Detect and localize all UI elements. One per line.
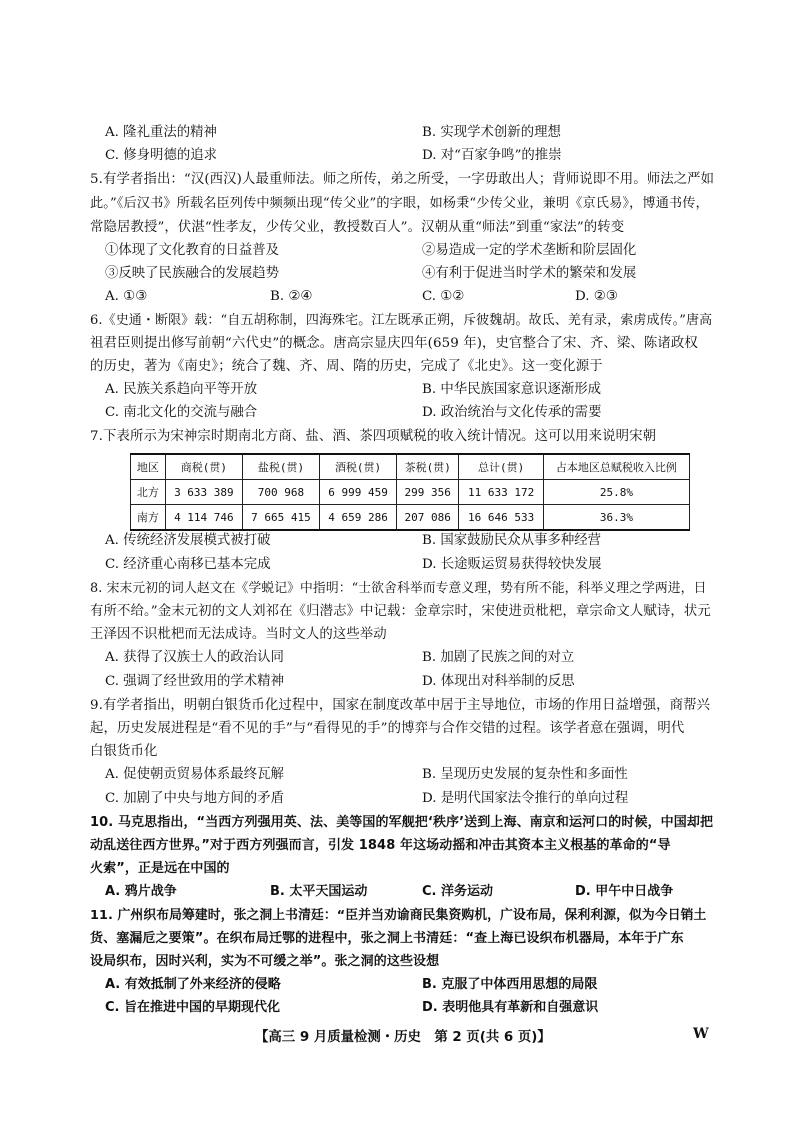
table-cell: 36.3% <box>543 505 689 531</box>
q11-stem-line-1: 11. 广州织布局筹建时，张之洞上书清廷：“臣并当劝谕商民集资购机，广设布局，保利利源，似为今日销土 <box>90 908 707 923</box>
q5-item-3: ③反映了民族融合的发展趋势 <box>105 266 280 281</box>
table-cell: 6 999 459 <box>320 480 397 505</box>
q11-option-d: D. 表明他具有革新和自强意识 <box>422 1000 599 1015</box>
q11-option-b: B. 克服了中体西用思想的局限 <box>422 977 598 992</box>
q5-item-1: ①体现了文化教育的日益普及 <box>105 243 280 258</box>
q10-stem-line-3: 火索”，正是远在中国的 <box>90 861 230 876</box>
table-cell: 4 659 286 <box>320 505 397 531</box>
q7-option-c: C. 经济重心南移已基本完成 <box>105 557 271 572</box>
table-row <box>131 505 690 531</box>
q6-option-b: B. 中华民族国家意识逐渐形成 <box>422 382 602 397</box>
q11-option-c: C. 旨在推进中国的早期现代化 <box>105 1000 281 1015</box>
q9-stem-line-3: 白银货币化 <box>90 744 158 759</box>
table-header-cell: 茶税(贯) <box>397 454 459 480</box>
q5-option-a: A. ①③ <box>105 289 148 304</box>
q5-stem-line-2: 此。”《后汉书》所载名臣列传中频频出现“传父业”的字眼，如杨秉“少传父业，兼明《京氏易》，博通书传， <box>90 196 709 211</box>
table-header-cell: 占本地区总赋税收入比例 <box>543 454 689 480</box>
q10-option-c: C. 洋务运动 <box>422 884 494 899</box>
table-cell: 7 665 415 <box>242 505 319 531</box>
q8-option-b: B. 加剧了民族之间的对立 <box>422 650 575 665</box>
table-cell: 16 646 533 <box>459 505 544 531</box>
table-cell: 25.8% <box>543 480 689 505</box>
page-footer: 【高三 9 月质量检测・历史 第 2 页(共 6 页)】 <box>255 1030 551 1045</box>
q7-option-a: A. 传统经济发展模式被打破 <box>105 533 271 548</box>
q4-option-d: D. 对“百家争鸣”的推崇 <box>422 148 562 163</box>
q5-stem-line-3: 常隐居教授”，伏湛“性孝友，少传父业，教授数百人”。汉朝从重“师法”到重“家法”的转变 <box>90 220 625 235</box>
q10-stem-line-2: 动乱送往西方世界。”对于西方列强而言，引发 1848 年这场动摇和冲击其资本主义根基的革命的“导 <box>90 838 671 853</box>
q9-option-c: C. 加剧了中央与地方间的矛盾 <box>105 791 284 806</box>
table-row <box>131 480 690 505</box>
q7-option-d: D. 长途贩运贸易获得较快发展 <box>422 557 602 572</box>
q6-stem-line-1: 6.《史通・断限》载：“自五胡称制，四海殊宅。江左既承正朔，斥彼魏胡。故氐、羌有录，索虏成传。”唐高 <box>90 313 713 328</box>
table-cell: 南方 <box>131 505 166 531</box>
q4-option-a: A. 隆礼重法的精神 <box>105 125 217 140</box>
tax-table <box>130 453 690 531</box>
q10-option-d: D. 甲午中日战争 <box>575 884 674 899</box>
q10-stem-line-1: 10. 马克思指出，“当西方列强用英、法、美等国的军舰把‘秩序’送到上海、南京和运河口的时候，中国却把 <box>90 815 714 830</box>
q4-option-c: C. 修身明德的追求 <box>105 148 218 163</box>
q8-stem-line-3: 王泽因不识枇杷而无法成诗。当时文人的这些举动 <box>90 627 387 642</box>
q6-stem-line-3: 的历史，著为《南史》；统合了魏、齐、周、隋的历史，完成了《北史》。这一变化源于 <box>90 359 603 374</box>
q11-option-a: A. 有效抵制了外来经济的侵略 <box>105 977 281 992</box>
q5-option-b: B. ②④ <box>270 289 313 304</box>
tax-table-header-row <box>131 454 690 480</box>
q7-option-b: B. 国家鼓励民众从事多种经营 <box>422 533 602 548</box>
q8-stem-line-2: 有所不给。”金末元初的文人刘祁在《归潜志》中记载：金章宗时，宋使进贡枇杷，章宗命文人赋诗，状元 <box>90 604 711 619</box>
q11-stem-line-3: 设局织布，因时兴利，实为不可缓之举”。张之洞的这些设想 <box>90 954 440 969</box>
q11-stem-line-2: 货、塞漏卮之要策”。在织布局迁鄂的进程中，张之洞上书清廷：“查上海已设织布机器局，本年于广东 <box>90 931 684 946</box>
q6-option-c: C. 南北文化的交流与融合 <box>105 405 258 420</box>
q5-item-2: ②易造成一定的学术垄断和阶层固化 <box>422 243 637 258</box>
q4-option-b: B. 实现学术创新的理想 <box>422 125 561 140</box>
q5-stem-line-1: 5.有学者指出：“汉(西汉)人最重师法。师之所传，弟之所受，一字毋敢出人；背师说即不用。师法之严如 <box>90 172 715 187</box>
table-header-cell: 地区 <box>131 454 166 480</box>
q9-stem-line-2: 起，历史发展进程是“看不见的手”与“看得见的手”的博弈与合作交错的过程。该学者意在强调，明代 <box>90 721 685 736</box>
q8-option-c: C. 强调了经世致用的学术精神 <box>105 674 284 689</box>
q7-stem: 7.下表所示为宋神宗时期南北方商、盐、酒、茶四项赋税的收入统计情况。这可以用来说明宋朝 <box>90 429 657 444</box>
q5-option-c: C. ①② <box>422 289 465 304</box>
q6-stem-line-2: 祖君臣则提出修写前朝“六代史”的概念。唐高宗显庆四年(659 年)，史官整合了宋、齐、梁、陈诸政权 <box>90 336 698 351</box>
q5-item-4: ④有利于促进当时学术的繁荣和发展 <box>422 266 637 281</box>
table-cell: 北方 <box>131 480 166 505</box>
table-cell: 207 086 <box>397 505 459 531</box>
table-header-cell: 商税(贯) <box>165 454 242 480</box>
q8-option-d: D. 体现出对科举制的反思 <box>422 674 575 689</box>
version-mark: W <box>693 1026 709 1042</box>
table-cell: 4 114 746 <box>165 505 242 531</box>
q10-option-b: B. 太平天国运动 <box>270 884 368 899</box>
q8-option-a: A. 获得了汉族士人的政治认同 <box>105 650 284 665</box>
table-cell: 11 633 172 <box>459 480 544 505</box>
q5-option-d: D. ②③ <box>575 289 618 304</box>
table-header-cell: 总计(贯) <box>459 454 544 480</box>
q6-option-d: D. 政治统治与文化传承的需要 <box>422 405 602 420</box>
q9-option-a: A. 促使朝贡贸易体系最终瓦解 <box>105 767 284 782</box>
q9-stem-line-1: 9.有学者指出，明朝白银货币化过程中，国家在制度改革中居于主导地位，市场的作用日益增强，商帮兴 <box>90 698 711 713</box>
table-header-cell: 酒税(贯) <box>320 454 397 480</box>
table-cell: 299 356 <box>397 480 459 505</box>
table-cell: 700 968 <box>242 480 319 505</box>
q8-stem-line-1: 8. 宋末元初的词人赵文在《学蜕记》中指明：“士欲舍科举而专意义理，势有所不能，科举义理之学两进，日 <box>90 581 707 596</box>
table-cell: 3 633 389 <box>165 480 242 505</box>
q6-option-a: A. 民族关系趋向平等开放 <box>105 382 258 397</box>
table-header-cell: 盐税(贯) <box>242 454 319 480</box>
q9-option-b: B. 呈现历史发展的复杂性和多面性 <box>422 767 628 782</box>
q9-option-d: D. 是明代国家法令推行的单向过程 <box>422 791 629 806</box>
q10-option-a: A. 鸦片战争 <box>105 884 177 899</box>
